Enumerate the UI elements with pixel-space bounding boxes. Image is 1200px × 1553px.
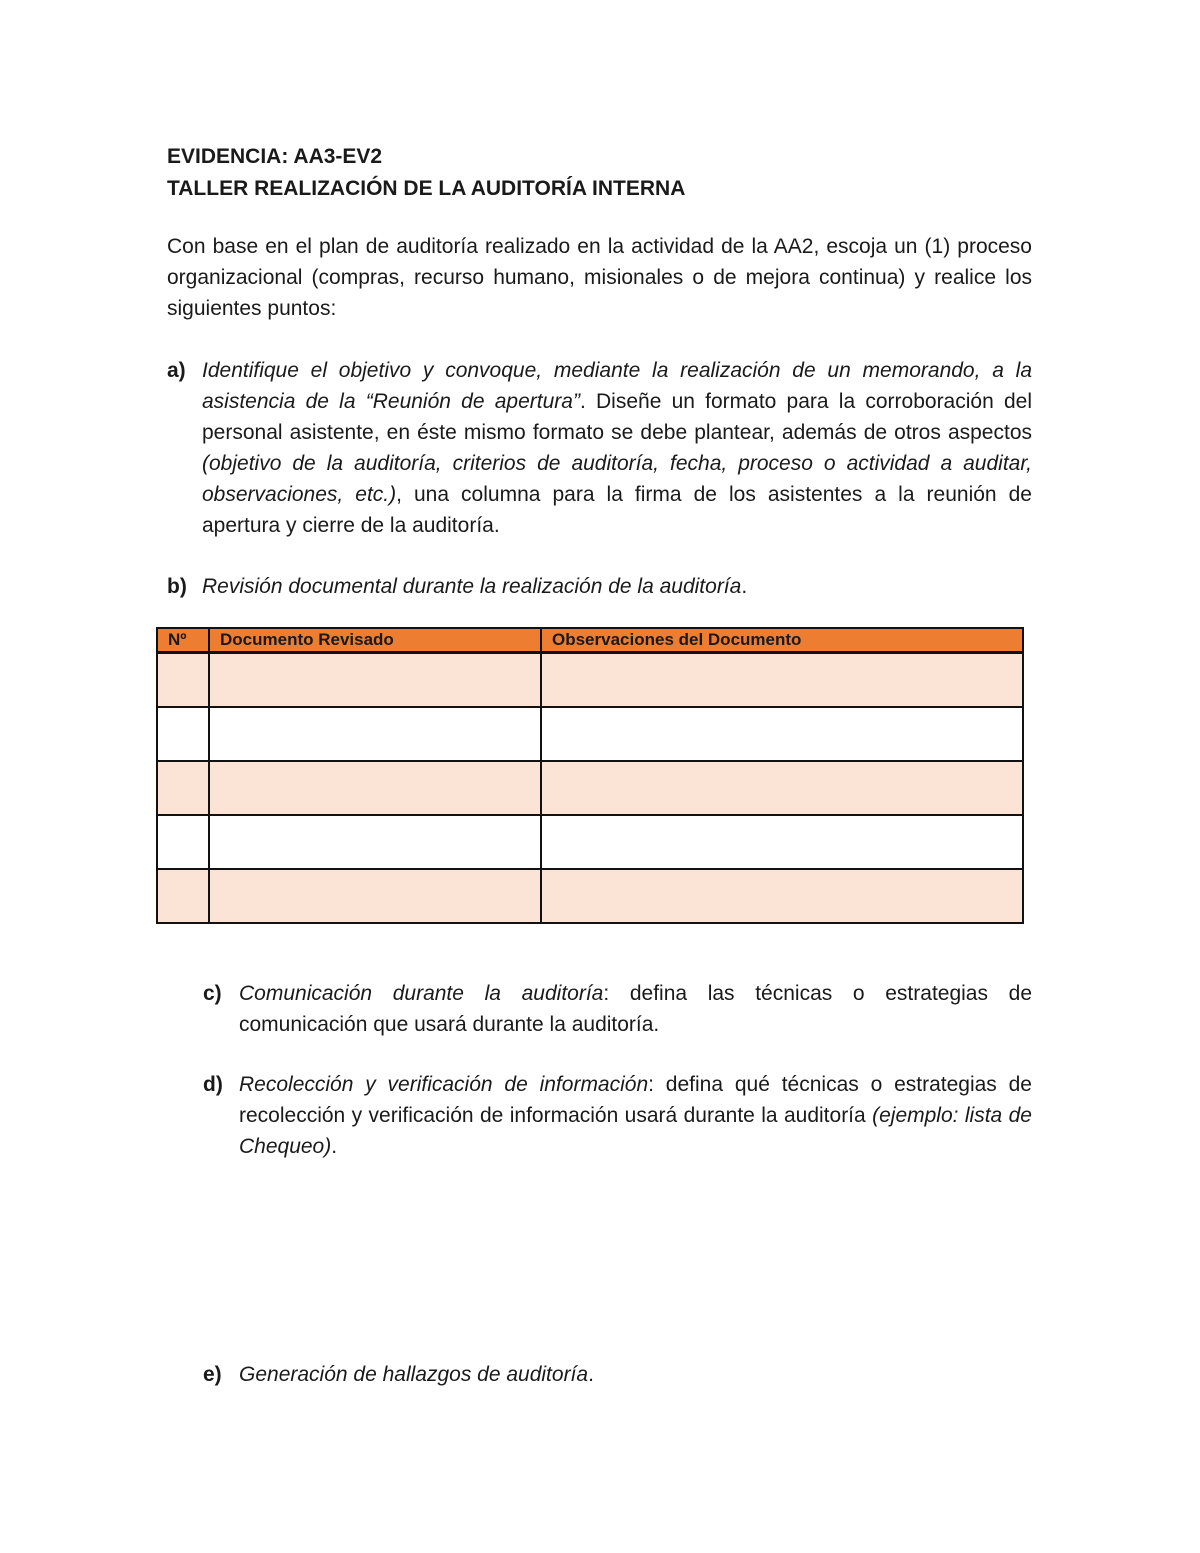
item-e-text-1: . (588, 1363, 594, 1386)
item-c (203, 978, 1032, 1040)
table-cell-document[interactable] (209, 707, 541, 761)
document-review-table (156, 627, 1024, 924)
table-cell-document[interactable] (209, 815, 541, 869)
item-b-text-1: . (741, 575, 748, 598)
item-d-italic-2: (ejemplo: lista de Chequeo) (239, 1104, 1032, 1158)
table-cell-number[interactable] (157, 707, 209, 761)
document-header (167, 141, 685, 205)
table-cell-number[interactable] (157, 653, 209, 708)
item-c-italic-1: Comunicación durante la auditoría (239, 982, 604, 1005)
intro-paragraph: Con base en el plan de auditoría realizado en la actividad de la AA2, escoja un (1) proceso organizacional (compras, recurso humano, misionales o de mejora continua) y realice los siguientes puntos: (167, 235, 1032, 320)
item-a (167, 355, 1032, 541)
table-cell-observations[interactable] (541, 815, 1023, 869)
item-e-body (239, 1359, 1032, 1390)
col-header-number: Nº (157, 628, 209, 653)
item-c-letter: c) (203, 982, 222, 1005)
table-row (157, 707, 1023, 761)
item-d-letter: d) (203, 1073, 223, 1096)
table-cell-number[interactable] (157, 815, 209, 869)
item-a-body (202, 355, 1032, 541)
workshop-title: TALLER REALIZACIÓN DE LA AUDITORÍA INTERNA (167, 177, 686, 200)
table-cell-document[interactable] (209, 653, 541, 708)
item-c-body (239, 978, 1032, 1040)
table-cell-document[interactable] (209, 761, 541, 815)
item-d-text-1: : defina qué técnicas o estrategias de recolección y verificación de información usará durante la auditoría (239, 1073, 1032, 1127)
table-row (157, 653, 1023, 708)
col-header-document: Documento Revisado (209, 628, 541, 653)
item-a-italic-2: (objetivo de la auditoría, criterios de auditoría, fecha, proceso o actividad a auditar, observaciones, etc.) (202, 452, 1032, 506)
item-a-letter: a) (167, 359, 186, 382)
table-cell-observations[interactable] (541, 707, 1023, 761)
item-a-text-1: . Diseñe un formato para la corroboración del personal asistente, en éste mismo formato se debe plantear, además de otros aspectos (202, 390, 1032, 444)
table-cell-number[interactable] (157, 869, 209, 923)
item-a-italic-1: Identifique el objetivo y convoque, mediante la realización de un memorando, a la asistencia de la “Reunión de apertura” (202, 359, 1032, 413)
table-row (157, 869, 1023, 923)
table-cell-document[interactable] (209, 869, 541, 923)
item-b-italic-1: Revisión documental durante la realización de la auditoría (202, 575, 742, 598)
table-row (157, 761, 1023, 815)
table-cell-observations[interactable] (541, 869, 1023, 923)
table-row (157, 815, 1023, 869)
table-header-row (157, 628, 1023, 653)
item-e-italic-1: Generación de hallazgos de auditoría (239, 1363, 589, 1386)
col-header-observations: Observaciones del Documento (541, 628, 1023, 653)
item-c-text-1: : defina las técnicas o estrategias de comunicación que usará durante la auditoría. (239, 982, 1032, 1036)
item-b-letter: b) (167, 575, 187, 598)
item-d-body (239, 1069, 1032, 1162)
item-d (203, 1069, 1032, 1162)
evidence-title: EVIDENCIA: AA3-EV2 (167, 145, 383, 168)
item-e (203, 1359, 1032, 1390)
item-b (167, 571, 1032, 602)
table-cell-number[interactable] (157, 761, 209, 815)
item-d-italic-1: Recolección y verificación de información (239, 1073, 649, 1096)
item-d-text-2: . (331, 1135, 338, 1158)
table-cell-observations[interactable] (541, 761, 1023, 815)
item-b-body (202, 571, 1032, 602)
item-a-text-2: , una columna para la firma de los asistentes a la reunión de apertura y cierre de la auditoría. (202, 483, 1032, 537)
item-e-letter: e) (203, 1363, 222, 1386)
table-cell-observations[interactable] (541, 653, 1023, 708)
